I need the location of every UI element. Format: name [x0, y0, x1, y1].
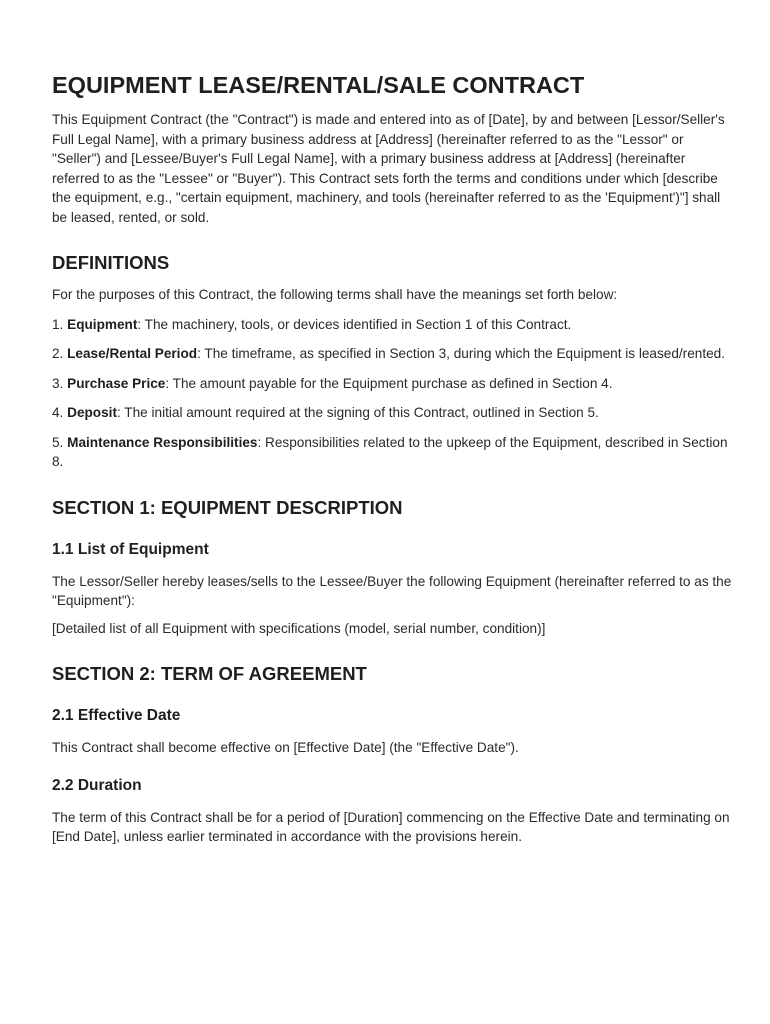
- definition-item-maintenance: [52, 433, 732, 472]
- definitions-lead: For the purposes of this Contract, the following terms shall have the meanings set forth below:: [52, 287, 618, 302]
- definition-text: : Responsibilities related to the upkeep of the Equipment, described in Section 8.: [52, 434, 728, 469]
- definition-term: Equipment: [67, 316, 138, 332]
- definition-item-lease-period: [52, 344, 732, 364]
- section-2-1-paragraph: This Contract shall become effective on [Effective Date] (the "Effective Date").: [52, 740, 519, 755]
- section-2-2-heading: 2.2 Duration: [52, 776, 142, 794]
- definition-number: 5.: [52, 434, 68, 450]
- definition-item-deposit: [52, 403, 732, 423]
- definition-text: : The amount payable for the Equipment purchase as defined in Section 4.: [165, 375, 613, 391]
- definition-text: : The machinery, tools, or devices identified in Section 1 of this Contract.: [137, 316, 572, 332]
- definition-number: 1.: [52, 316, 68, 332]
- definition-item-purchase-price: [52, 374, 732, 394]
- section-1-heading: SECTION 1: EQUIPMENT DESCRIPTION: [52, 496, 403, 518]
- section-2-2-paragraph: The term of this Contract shall be for a period of [Duration] commencing on the Effective Date and terminating on [End Date], unless earlier terminated in accordance with the provisions herein.: [52, 809, 730, 844]
- intro-paragraph: This Equipment Contract (the "Contract") is made and entered into as of [Date], by and between [Lessor/Seller's Full Legal Name], with a primary business address at [Address] (hereinafter referred to as the "Lessor" or "Seller") and [Lessee/Buyer's Full Legal Name], with a primary business address at [Address] (hereinafter referred to as the "Lessee" or "Buyer"). This Contract sets forth the terms and conditions under which [describe the equipment, e.g., "certain equipment, machinery, and tools (hereinafter referred to as the 'Equipment')"] shall be leased, rented, or sold.: [52, 112, 725, 225]
- section-2-heading: SECTION 2: TERM OF AGREEMENT: [52, 663, 367, 684]
- section-1-1-paragraph: The Lessor/Seller hereby leases/sells to the Lessee/Buyer the following Equipment (hereinafter referred to as the "Equipment"):: [52, 573, 732, 608]
- definition-term: Maintenance Responsibilities: [67, 434, 258, 450]
- definition-number: 4.: [52, 405, 68, 420]
- document-title: EQUIPMENT LEASE/RENTAL/SALE CONTRACT: [52, 72, 585, 98]
- definitions-heading: DEFINITIONS: [52, 252, 170, 273]
- document-page: [52, 66, 732, 847]
- definition-number: 2.: [52, 346, 68, 361]
- definition-text: : The initial amount required at the signing of this Contract, outlined in Section 5.: [116, 405, 599, 420]
- section-1-1-equipment-list: [Detailed list of all Equipment with specifications (model, serial number, condition)]: [52, 620, 546, 636]
- definition-term: Lease/Rental Period: [67, 346, 198, 361]
- section-1-1-heading: 1.1 List of Equipment: [52, 540, 209, 558]
- definition-item-equipment: [52, 315, 732, 335]
- definition-text: : The timeframe, as specified in Section 3, during which the Equipment is leased/rented.: [197, 346, 726, 361]
- definition-term: Purchase Price: [67, 375, 166, 391]
- definition-number: 3.: [52, 375, 68, 391]
- definition-term: Deposit: [67, 405, 117, 420]
- section-2-1-heading: 2.1 Effective Date: [52, 707, 181, 724]
